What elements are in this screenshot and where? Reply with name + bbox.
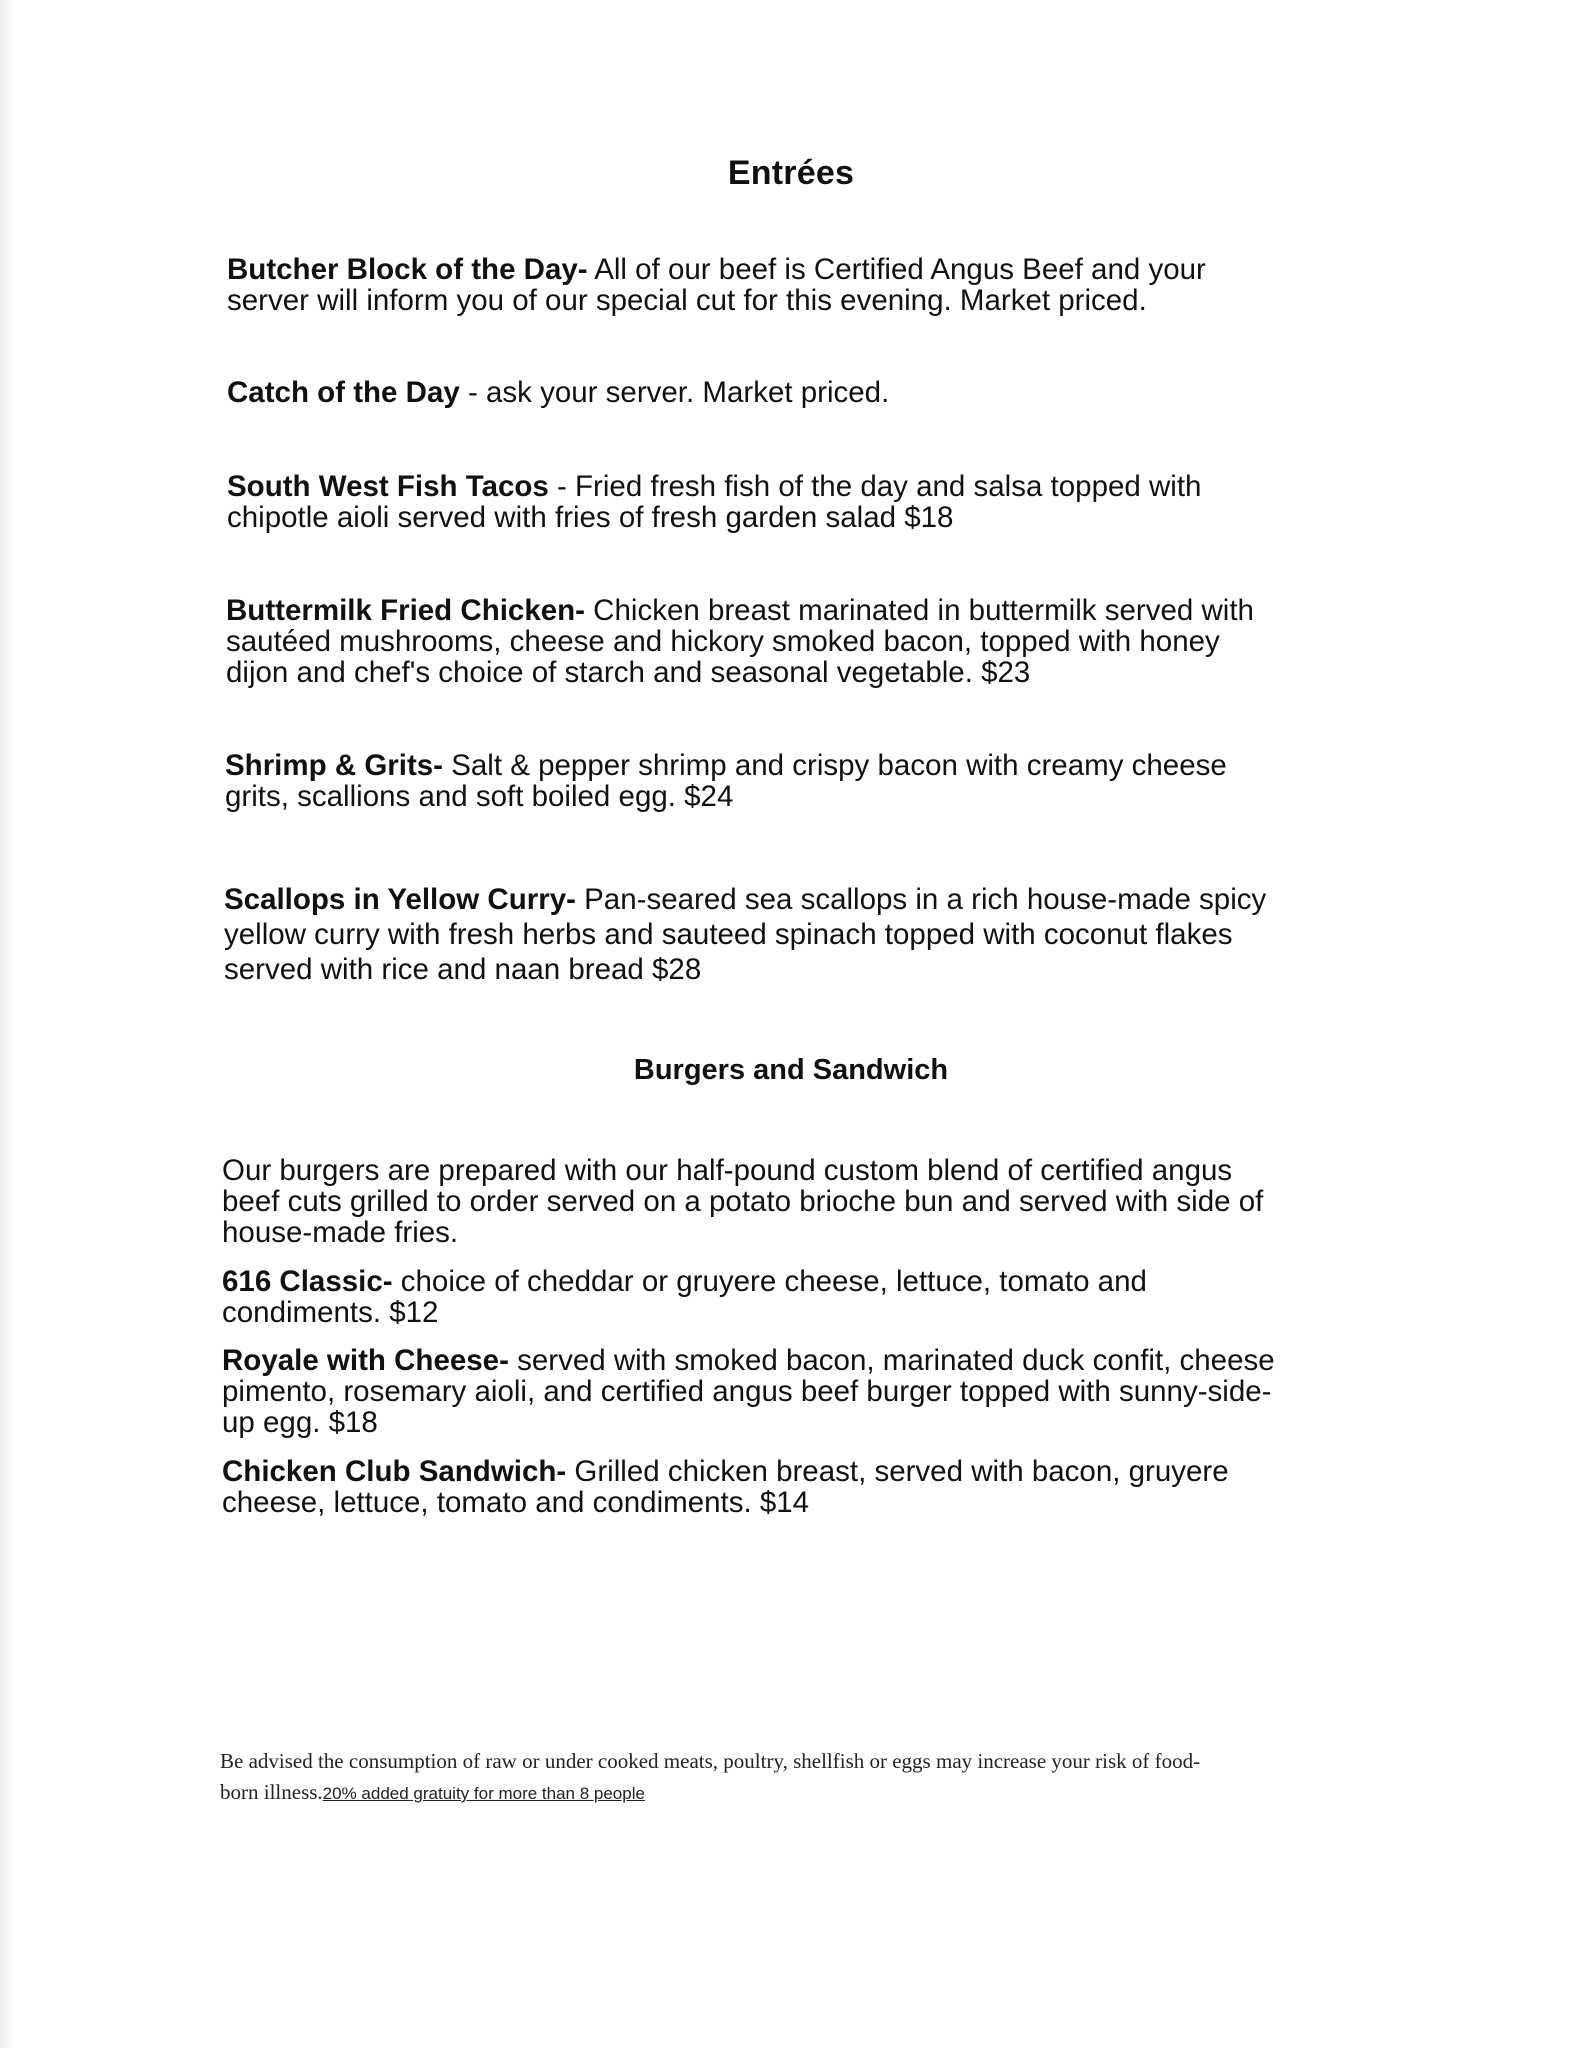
- item-desc-line: pimento, rosemary aioli, and certified angus beef burger topped with sunny-side-: [222, 1375, 1272, 1408]
- burgers-intro: [222, 1155, 1263, 1248]
- menu-item-catch-of-the-day: [227, 377, 889, 408]
- item-name: South West Fish Tacos: [227, 470, 549, 503]
- item-name: Shrimp & Grits-: [225, 749, 443, 782]
- item-desc-line: yellow curry with fresh herbs and sauteed spinach topped with coconut flakes: [224, 918, 1233, 951]
- item-desc-line: - ask your server. Market priced.: [459, 376, 890, 409]
- menu-item-shrimp-grits: [225, 750, 1227, 812]
- menu-item-fried-chicken: [226, 595, 1254, 688]
- menu-item-scallops: [224, 882, 1266, 987]
- item-desc-line: chipotle aioli served with fries of fresh garden salad $18: [227, 501, 954, 534]
- item-desc-line: sautéed mushrooms, cheese and hickory smoked bacon, topped with honey: [226, 625, 1220, 658]
- menu-item-royale-with-cheese: [222, 1345, 1275, 1438]
- intro-line: house-made fries.: [222, 1216, 459, 1249]
- item-desc-line: choice of cheddar or gruyere cheese, lettuce, tomato and: [392, 1265, 1147, 1298]
- menu-item-616-classic: [222, 1266, 1147, 1328]
- item-name: 616 Classic-: [222, 1265, 393, 1298]
- menu-item-butcher-block: [227, 254, 1206, 316]
- item-name: Chicken Club Sandwich-: [222, 1455, 567, 1488]
- food-safety-footer: [220, 1746, 1200, 1809]
- item-desc-line: cheese, lettuce, tomato and condiments. $14: [222, 1486, 810, 1519]
- item-desc-line: served with smoked bacon, marinated duck confit, cheese: [508, 1344, 1275, 1377]
- item-desc-line: - Fried fresh fish of the day and salsa topped with: [548, 470, 1202, 503]
- menu-item-fish-tacos: [227, 471, 1201, 533]
- footer-line: born illness.: [220, 1780, 323, 1804]
- gratuity-note: 20% added gratuity for more than 8 people: [322, 1784, 645, 1803]
- item-desc-line: dijon and chef's choice of starch and seasonal vegetable. $23: [226, 656, 1031, 689]
- entrees-heading: Entrées: [727, 154, 855, 192]
- burgers-heading: Burgers and Sandwich: [633, 1054, 949, 1086]
- footer-line: Be advised the consumption of raw or under cooked meats, poultry, shellfish or eggs may increase your risk of food-: [220, 1749, 1201, 1773]
- item-desc-line: grits, scallions and soft boiled egg. $24: [225, 780, 734, 813]
- item-desc-line: All of our beef is Certified Angus Beef and your: [587, 253, 1206, 286]
- intro-line: beef cuts grilled to order served on a potato brioche bun and served with side of: [222, 1185, 1264, 1218]
- item-desc-line: Salt & pepper shrimp and crispy bacon with creamy cheese: [443, 749, 1227, 782]
- item-name: Scallops in Yellow Curry-: [224, 883, 576, 916]
- item-desc-line: up egg. $18: [222, 1406, 378, 1439]
- item-name: Buttermilk Fried Chicken-: [226, 594, 585, 627]
- item-name: Catch of the Day: [227, 376, 460, 409]
- item-name: Butcher Block of the Day-: [227, 253, 588, 286]
- item-desc-line: served with rice and naan bread $28: [224, 953, 702, 986]
- item-desc-line: condiments. $12: [222, 1296, 439, 1329]
- scan-edge: [0, 0, 16, 2048]
- item-desc-line: Pan-seared sea scallops in a rich house-made spicy: [575, 883, 1267, 916]
- item-desc-line: server will inform you of our special cut for this evening. Market priced.: [227, 284, 1147, 317]
- menu-item-chicken-club: [222, 1456, 1229, 1518]
- item-desc-line: Grilled chicken breast, served with bacon, gruyere: [566, 1455, 1229, 1488]
- intro-line: Our burgers are prepared with our half-pound custom blend of certified angus: [222, 1154, 1233, 1187]
- item-desc-line: Chicken breast marinated in buttermilk served with: [584, 594, 1254, 627]
- item-name: Royale with Cheese-: [222, 1344, 509, 1377]
